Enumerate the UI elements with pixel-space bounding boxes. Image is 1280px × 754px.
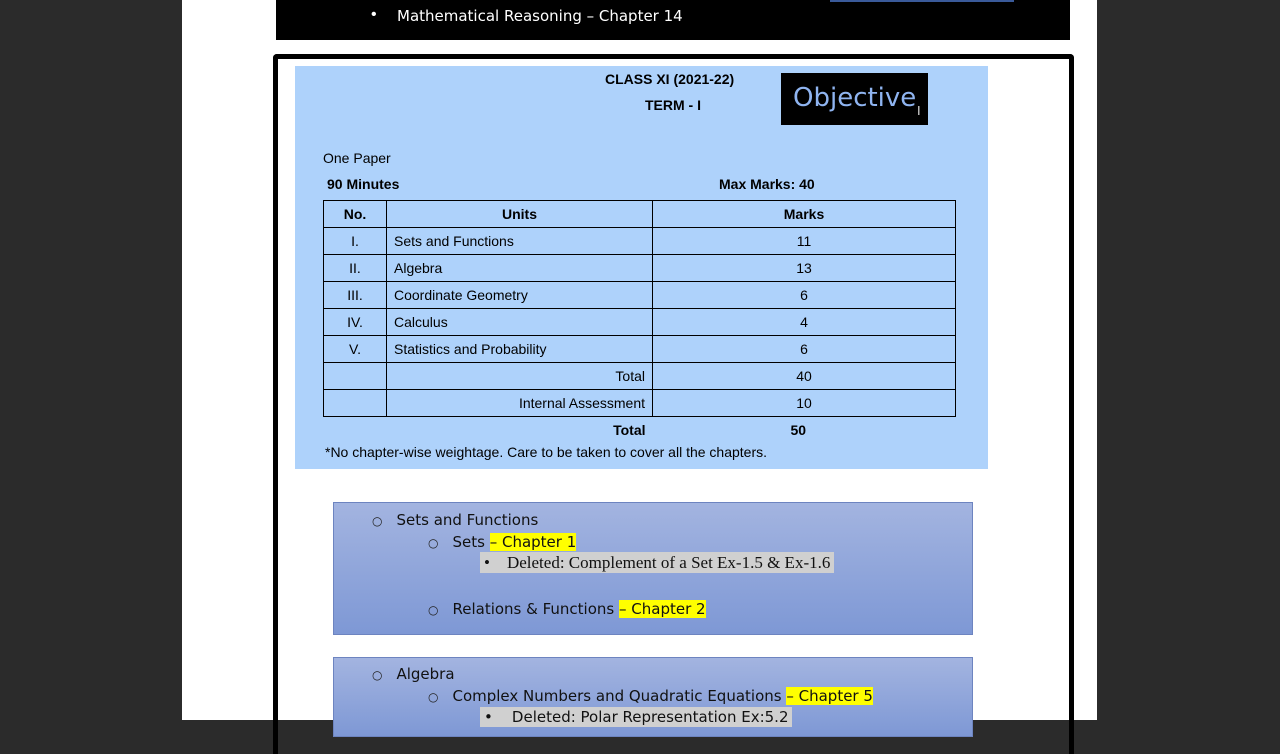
class-title: CLASS XI (2021-22) (605, 71, 735, 87)
table-row (324, 282, 956, 309)
cell-unit: Total (387, 363, 653, 390)
max-marks: Max Marks: 40 (719, 176, 815, 192)
weightage-note: *No chapter-wise weightage. Care to be taken to cover all the chapters. (325, 444, 768, 460)
chapter-highlight: – Chapter 1 (489, 533, 577, 551)
marks-table (323, 200, 956, 444)
deleted-text: Deleted: Complement of a Set Ex-1.5 & Ex-1.6 (506, 553, 831, 572)
header-marks: Marks (653, 201, 956, 228)
bullet-icon: • (484, 708, 512, 726)
circle-bullet-icon: ○ (428, 690, 439, 704)
cell-marks: 6 (653, 282, 956, 309)
topic: Complex Numbers and Quadratic Equations (452, 687, 782, 705)
cell-unit: Sets and Functions (387, 228, 653, 255)
deleted-item (480, 708, 792, 726)
duration: 90 Minutes (327, 176, 400, 192)
paper-label: One Paper (323, 150, 391, 166)
circle-bullet-icon: ○ (372, 514, 383, 528)
list-item (428, 600, 706, 618)
section-title: Sets and Functions (396, 511, 539, 529)
cell-unit: Algebra (387, 255, 653, 282)
cell-no: IV. (324, 309, 387, 336)
topic: Sets (452, 533, 485, 551)
section-title: Algebra (396, 665, 455, 683)
decorative-bar (830, 0, 1014, 2)
grand-total-value: 50 (790, 422, 807, 439)
bullet-icon: • (371, 6, 377, 23)
section-sets-functions (333, 502, 973, 635)
cell-no (324, 363, 387, 390)
header-no: No. (324, 201, 387, 228)
cell-marks: 4 (653, 309, 956, 336)
chapter-highlight: – Chapter 2 (619, 600, 706, 618)
cell-unit: Internal Assessment (387, 390, 653, 417)
circle-bullet-icon: ○ (372, 668, 383, 682)
cell-no: V. (324, 336, 387, 363)
table-row (324, 309, 956, 336)
term-title: TERM - I (645, 97, 701, 113)
grand-total-label: Total (613, 422, 646, 439)
list-item (372, 511, 538, 529)
header-units: Units (387, 201, 653, 228)
circle-bullet-icon: ○ (428, 603, 439, 617)
table-row-grand-total (324, 417, 956, 444)
cell-marks: 13 (653, 255, 956, 282)
objective-badge: Objective (781, 73, 928, 125)
previous-slide-box (276, 0, 1070, 40)
cell-no: III. (324, 282, 387, 309)
chapter-highlight: – Chapter 5 (786, 687, 873, 705)
cell-no: I. (324, 228, 387, 255)
cell-marks: 11 (653, 228, 956, 255)
cell-unit: Statistics and Probability (387, 336, 653, 363)
cell-marks: 10 (653, 390, 956, 417)
cell-no: II. (324, 255, 387, 282)
cell-no (324, 390, 387, 417)
list-item (428, 687, 873, 705)
table-row (324, 255, 956, 282)
deleted-text: Deleted: Polar Representation Ex:5.2 (511, 708, 789, 726)
list-item (428, 533, 576, 551)
circle-bullet-icon: ○ (428, 536, 439, 550)
bullet-icon: • (484, 553, 507, 572)
table-row-internal (324, 390, 956, 417)
topic-item: Mathematical Reasoning – Chapter 14 (397, 7, 683, 25)
table-row (324, 336, 956, 363)
table-header (324, 201, 956, 228)
section-algebra (333, 657, 973, 737)
table-row (324, 228, 956, 255)
cell-unit: Calculus (387, 309, 653, 336)
topic: Relations & Functions (452, 600, 615, 618)
list-item (372, 665, 455, 683)
cell-unit: Coordinate Geometry (387, 282, 653, 309)
text-cursor-icon: I (917, 103, 921, 118)
deleted-item (480, 553, 834, 573)
table-row-total (324, 363, 956, 390)
cell-marks: 6 (653, 336, 956, 363)
cell-marks: 40 (653, 363, 956, 390)
